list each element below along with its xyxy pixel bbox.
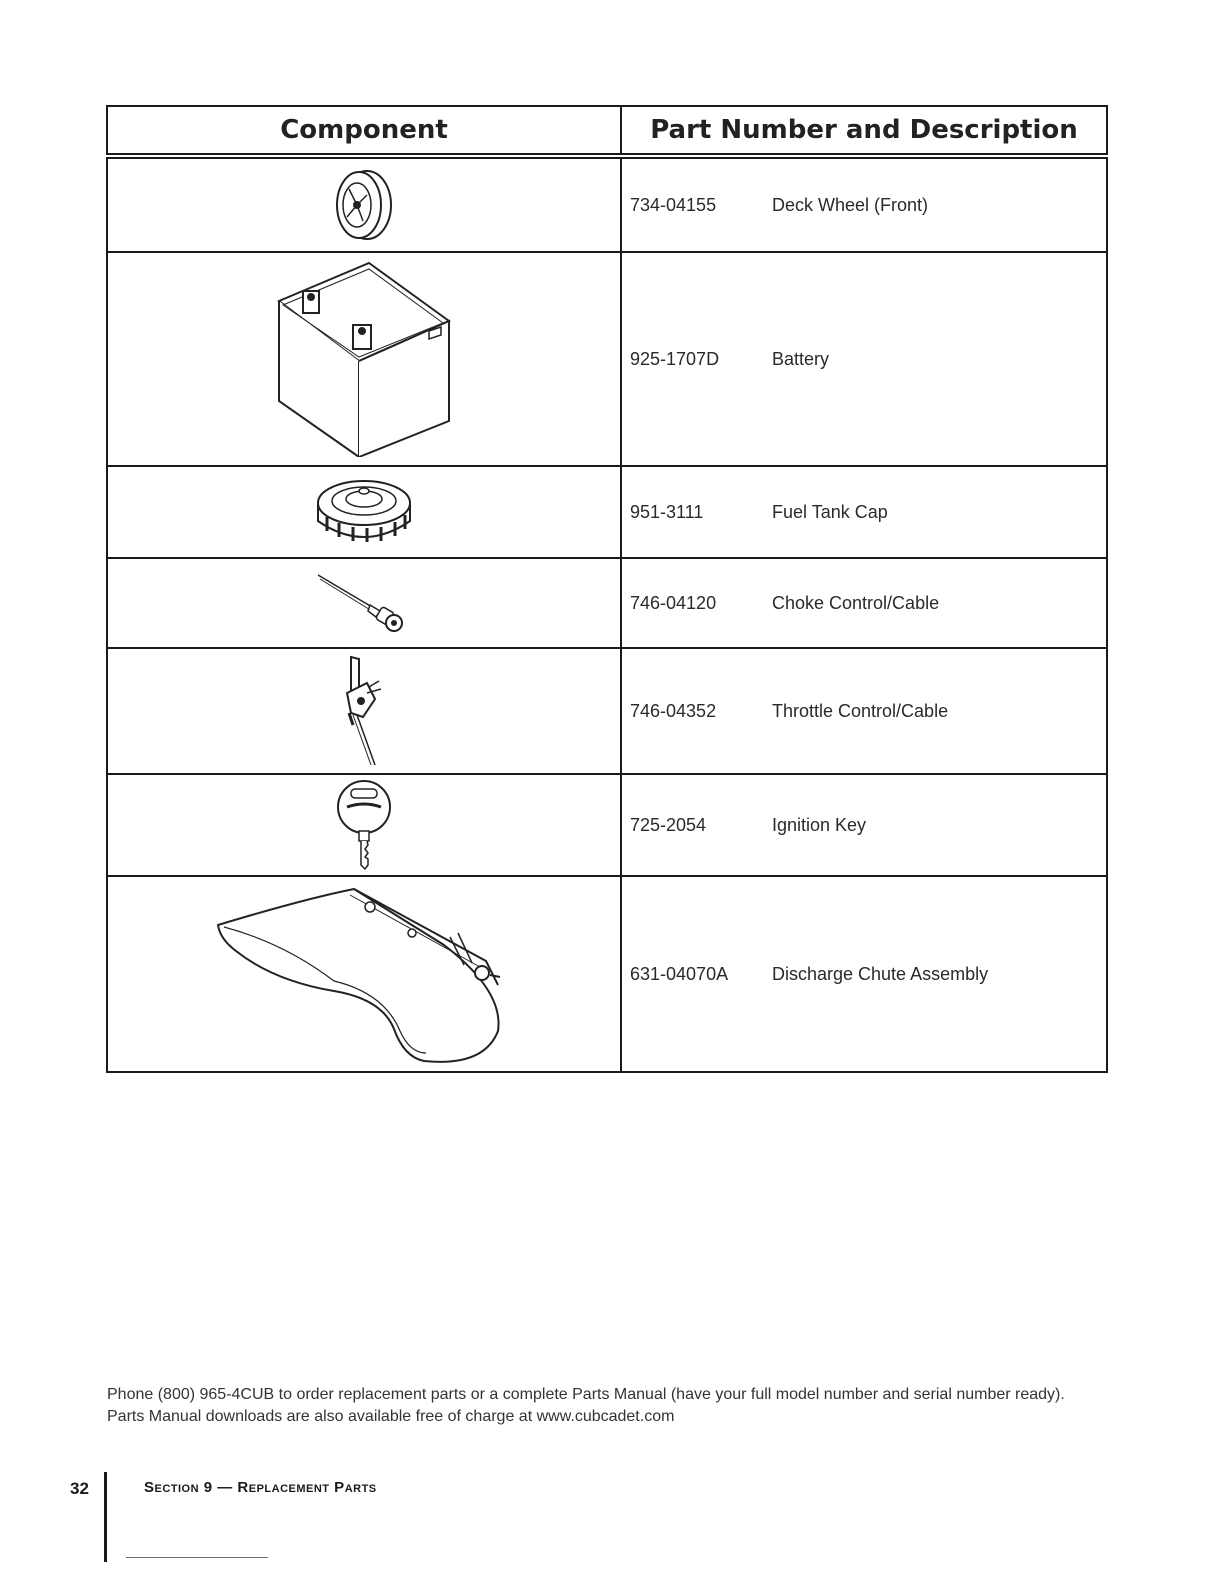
part-number: 631-04070A [630,963,729,984]
part-description: Battery [772,348,830,369]
part-number: 925-1707D [630,348,720,369]
table-row [107,466,1107,558]
page-number: 32 [70,1479,89,1498]
ordering-note: Phone (800) 965-4CUB to order replacement parts or a complete Parts Manual (have your full model number and serial number ready). Parts Manual downloads are also available free of charge at www.cubcadet.com [107,1386,1065,1425]
table-row [107,156,1107,252]
header-part-number-description: Part Number and Description [621,106,1107,156]
table-row [107,558,1107,648]
table-row [107,876,1107,1072]
part-description: Throttle Control/Cable [772,700,949,721]
fuel-cap-icon [309,477,419,547]
header-component: Component [107,106,621,156]
part-description: Ignition Key [772,814,867,835]
table-row [107,774,1107,876]
deck-wheel-icon [319,165,409,245]
part-description: Deck Wheel (Front) [772,194,929,215]
discharge-chute-icon [214,881,514,1067]
choke-cable-icon [314,571,414,635]
ignition-key-icon [329,779,399,871]
section-title: Section 9 — Replacement Parts [144,1479,377,1496]
table-row [107,252,1107,466]
part-number: 746-04352 [630,700,717,721]
table-row [107,648,1107,774]
part-description: Discharge Chute Assembly [772,963,989,984]
part-number: 734-04155 [630,194,717,215]
battery-icon [269,261,459,457]
throttle-cable-icon [329,653,399,769]
part-number: 725-2054 [630,814,707,835]
part-description: Choke Control/Cable [772,592,940,613]
page-divider [104,1472,107,1562]
parts-table [106,105,1108,1073]
part-description: Fuel Tank Cap [772,501,888,522]
part-number: 951-3111 [630,501,704,522]
part-number: 746-04120 [630,592,717,613]
link-underline [126,1557,268,1558]
